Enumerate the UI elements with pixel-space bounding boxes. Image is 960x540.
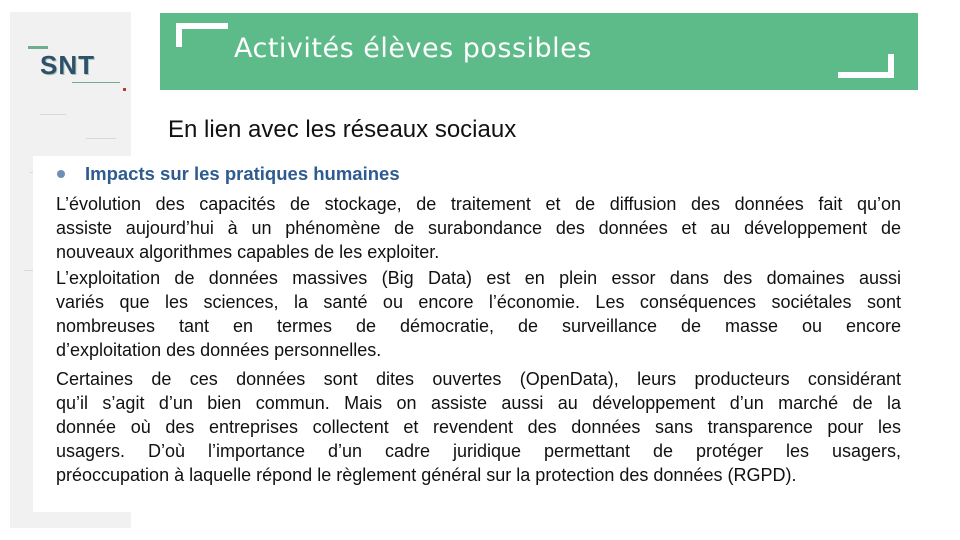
paragraph-line: qu’il s’agit d’un bien commun. Mais on assiste aussi au développement d’un marché de la (56, 393, 901, 413)
content-text-box (33, 156, 913, 512)
ghost-line (86, 138, 116, 139)
title-banner (160, 13, 918, 90)
slide-title: Activités élèves possibles (234, 33, 592, 64)
section-heading-text: Impacts sur les pratiques humaines (85, 163, 400, 184)
paragraph-line: variés que les sciences, la santé ou encore l’économie. Les conséquences sociétales sont (56, 292, 901, 312)
paragraph (56, 192, 901, 264)
logo-underline (72, 82, 120, 83)
ghost-line (40, 114, 66, 115)
paragraph-line: préoccupation à laquelle répond le règlement général sur la protection des données (RGPD). (56, 465, 797, 485)
paragraph-line: assiste aujourd’hui à un phénomène de surabondance des données et au développement de (56, 218, 901, 238)
bullet-icon (57, 170, 65, 178)
paragraph-line: nombreuses tant en termes de démocratie, de surveillance de masse ou encore (56, 316, 901, 336)
corner-bracket-top-left (176, 23, 228, 47)
logo-accent-bar (28, 46, 48, 49)
paragraph-line: donnée où des entreprises collectent et revendent des données sans transparence pour les (56, 417, 901, 437)
paragraph-line: usagers. D’où l’importance d’un cadre juridique permettant de protéger les usagers, (56, 441, 901, 461)
paragraph-line: Certaines de ces données sont dites ouvertes (OpenData), leurs producteurs considérant (56, 369, 901, 389)
paragraph-line: L’évolution des capacités de stockage, de traitement et de diffusion des données fait qu’on (56, 194, 901, 214)
logo-text: SNT (40, 50, 95, 80)
logo-dot (123, 88, 126, 91)
slide-subtitle: En lien avec les réseaux sociaux (168, 116, 517, 143)
paragraph-line: d’exploitation des données personnelles. (56, 340, 382, 360)
corner-bracket-bottom-right (838, 54, 894, 78)
snt-logo (28, 44, 124, 92)
paragraph-line: L’exploitation de données massives (Big Data) est en plein essor dans des domaines aussi (56, 268, 901, 288)
paragraph-line: nouveaux algorithmes capables de les exploiter. (56, 242, 440, 262)
paragraph (56, 367, 901, 487)
section-heading (57, 163, 400, 185)
paragraph (56, 266, 901, 362)
